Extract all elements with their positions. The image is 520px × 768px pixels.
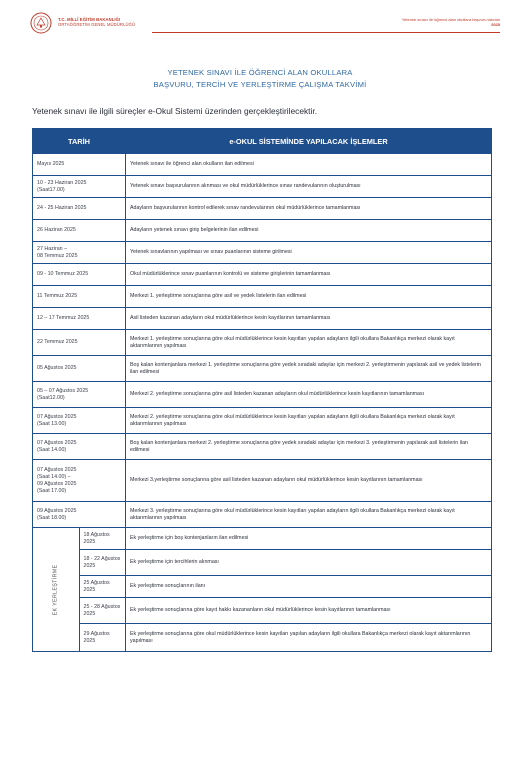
row-action: Ek yerleştirme sonuçlarına göre kayıt hakkı kazananların okul müdürlüklerince kesin kayıtlarının tamamlanması (126, 598, 492, 624)
row-action: Ek yerleştirme için tercihlerin alınması (126, 550, 492, 576)
row-date: 25 - 28 Ağustos 2025 (79, 598, 126, 624)
page-header (30, 12, 500, 40)
table-row (33, 460, 492, 502)
title-line-2: BAŞVURU, TERCİH VE YERLEŞTİRME ÇALIŞMA TAKVİMİ (153, 80, 367, 89)
row-date: 18 - 22 Ağustos 2025 (79, 550, 126, 576)
row-action: Merkezi 3. yerleştirme sonuçlarına göre okul müdürlüklerince kesin kayıtları yapılan adayların ilgili okullara Bakanlıkça merkezi olarak kayıt aktarımlarının yapılması (126, 502, 492, 528)
row-action: Adayların başvurularının kontrol edilerek sınav randevularının okul müdürlüklerince tamamlanması (126, 198, 492, 220)
extra-placement-side-label: EK YERLEŞTİRME (33, 528, 80, 652)
table-row (33, 434, 492, 460)
column-header-date: TARİH (33, 129, 126, 154)
department-name: ORTAÖĞRETİM GENEL MÜDÜRLÜĞÜ (58, 22, 136, 27)
row-action: Boş kalan kontenjanlara merkezi 1. yerleştirme sonuçlarına göre yedek sıradaki adaylar için merkezi 2. yerleştirmenin yapılarak asil ve yedek listelerin ilan edilmesi (126, 356, 492, 382)
ministry-name (58, 17, 135, 27)
ministry-logo-icon (30, 12, 52, 34)
row-date: 07 Ağustos 2025 (Saat 14.00) – 09 Ağustos 2025 (Saat 17.00) (33, 460, 126, 502)
row-action: Merkezi 2. yerleştirme sonuçlarına göre okul müdürlüklerince kesin kayıtları yapılan adayların ilgili okullara Bakanlıkça merkezi olarak kayıt aktarımlarının yapılması (126, 408, 492, 434)
extra-table-row (33, 598, 492, 624)
row-date: 25 Ağustos 2025 (79, 576, 126, 598)
row-action: Yetenek sınavı başvurularının alınması ve okul müdürlüklerince sınav randevularının oluşturulması (126, 176, 492, 198)
row-date: Mayıs 2025 (33, 154, 126, 176)
row-action: Yetenek sınavı ile öğrenci alan okulların ilan edilmesi (126, 154, 492, 176)
page-title (0, 67, 520, 91)
row-action: Merkezi 1. yerleştirme sonuçlarına göre okul müdürlüklerince kesin kayıtları yapılan adayların ilgili okullara Bakanlıkça merkezi olarak kayıt aktarımlarının yapılması (126, 330, 492, 356)
row-date: 18 Ağustos 2025 (79, 528, 126, 550)
table-row (33, 176, 492, 198)
table-row (33, 330, 492, 356)
header-divider (152, 32, 500, 33)
header-doc-title: Yetenek sınavı ile öğrenci alan okullara başvuru takvimi (401, 17, 500, 22)
row-action: Merkezi 3.yerleştirme sonuçlarına göre asil listeden kazanan adayların okul müdürlüklerince kesin kayıtlarının tamamlanması (126, 460, 492, 502)
table-row (33, 242, 492, 264)
ministry-title: T.C. MİLLÎ EĞİTİM BAKANLIĞI (58, 17, 121, 22)
intro-text: Yetenek sınavı ile ilgili süreçler e-Okul Sistemi üzerinden gerçekleştirilecektir. (32, 106, 318, 116)
extra-table-row (33, 550, 492, 576)
row-date: 09 - 10 Temmuz 2025 (33, 264, 126, 286)
row-date: 11 Temmuz 2025 (33, 286, 126, 308)
header-year: 2025 (491, 22, 500, 27)
row-action: Adayların yetenek sınavı giriş belgelerinin ilan edilmesi (126, 220, 492, 242)
table-body (33, 154, 492, 652)
table-row (33, 408, 492, 434)
table-row (33, 198, 492, 220)
row-action: Okul müdürlüklerince sınav puanlarının kontrolü ve sisteme girişlerinin tamamlanması (126, 264, 492, 286)
table-row (33, 308, 492, 330)
row-action: Boş kalan kontenjanlara merkezi 2. yerleştirme sonuçlarına göre yedek sıradaki adaylar için merkezi 3. yerleştirmenin yapılarak asil listelerin ilan edilmesi (126, 434, 492, 460)
table-row (33, 382, 492, 408)
table-row (33, 264, 492, 286)
table-row (33, 154, 492, 176)
table-row (33, 356, 492, 382)
row-date: 22 Temmuz 2025 (33, 330, 126, 356)
row-date: 29 Ağustos 2025 (79, 624, 126, 652)
calendar-table (32, 128, 492, 652)
row-date: 27 Haziran – 08 Temmuz 2025 (33, 242, 126, 264)
row-action: Ek yerleştirme sonuçlarına göre okul müdürlüklerince kesin kayıtları yapılan adayların ilgili okullara Bakanlıkça merkezi olarak kayıt aktarımlarının yapılması (126, 624, 492, 652)
row-action: Ek yerleştirme sonuçlarının ilanı (126, 576, 492, 598)
table-header-row (33, 129, 492, 154)
row-date: 12 – 17 Temmuz 2025 (33, 308, 126, 330)
extra-table-row (33, 624, 492, 652)
extra-table-row (33, 576, 492, 598)
row-date: 07 Ağustos 2025 (Saat 13.00) (33, 408, 126, 434)
row-date: 10 - 23 Haziran 2025 (Saat17.00) (33, 176, 126, 198)
header-doc-info (402, 17, 500, 27)
row-date: 07 Ağustos 2025 (Saat 14.00) (33, 434, 126, 460)
row-date: 24 - 25 Haziran 2025 (33, 198, 126, 220)
column-header-actions: e-OKUL SİSTEMİNDE YAPILACAK İŞLEMLER (126, 129, 492, 154)
row-date: 05 – 07 Ağustos 2025 (Saat12.00) (33, 382, 126, 408)
table-row (33, 502, 492, 528)
row-date: 26 Haziran 2025 (33, 220, 126, 242)
row-action: Yetenek sınavlarının yapılması ve sınav puanlarının sisteme girilmesi (126, 242, 492, 264)
row-action: Asil listeden kazanan adayların okul müdürlüklerince kesin kayıtlarının tamamlanması (126, 308, 492, 330)
title-line-1: YETENEK SINAVI İLE ÖĞRENCİ ALAN OKULLARA (167, 68, 353, 77)
table-row (33, 286, 492, 308)
row-action: Merkezi 1. yerleştirme sonuçlarına göre asil ve yedek listelerin ilan edilmesi (126, 286, 492, 308)
row-date: 05 Ağustos 2025 (33, 356, 126, 382)
row-action: Ek yerleştirme için boş kontenjanların ilan edilmesi (126, 528, 492, 550)
extra-table-row (33, 528, 492, 550)
row-date: 09 Ağustos 2025 (Saat 18.00) (33, 502, 126, 528)
table-row (33, 220, 492, 242)
row-action: Merkezi 2. yerleştirme sonuçlarına göre asil listeden kazanan adayların okul müdürlüklerince kesin kayıtlarının tamamlanması (126, 382, 492, 408)
